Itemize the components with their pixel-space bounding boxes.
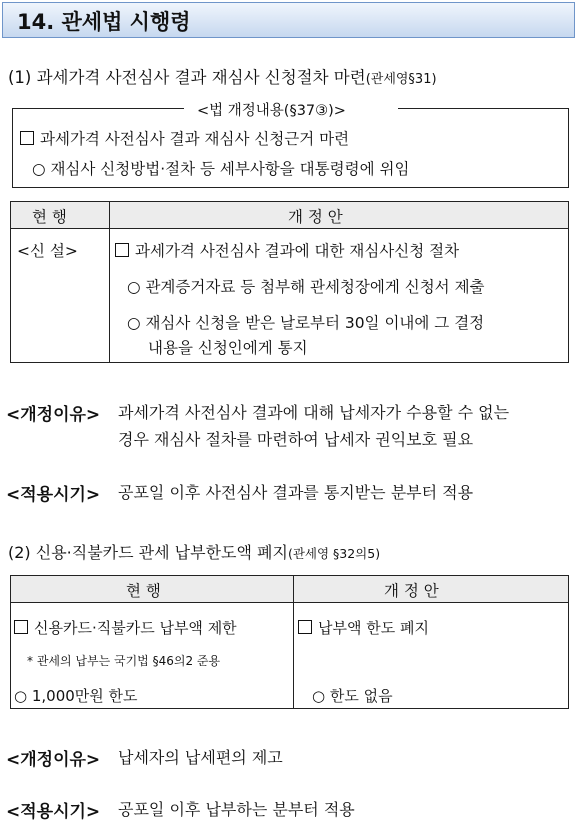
subsection-2-title-text: (2) 신용·직불카드 관세 납부한도액 폐지	[8, 543, 288, 562]
table-2-rev-line-1	[298, 617, 429, 638]
table-2-cur-line-2-text: 1,000만원 한도	[31, 687, 138, 705]
apply-2-text: 공포일 이후 납부하는 분부터 적용	[118, 800, 355, 819]
checkbox-icon	[14, 620, 28, 634]
circle-bullet-icon: ○	[312, 687, 330, 705]
checkbox-icon	[298, 620, 312, 634]
law-line-2-text: 재심사 신청방법·절차 등 세부사항을 대통령령에 위임	[50, 160, 410, 178]
law-box-top-left	[12, 108, 184, 109]
reason-1-line-2: 경우 재심사 절차를 마련하여 납세자 권익보호 필요	[118, 430, 474, 449]
table-2-rev-line-1-text: 납부액 한도 폐지	[318, 619, 429, 637]
subsection-1-title-text: (1) 과세가격 사전심사 결과 재심사 신청절차 마련	[8, 68, 366, 87]
section-header	[2, 2, 575, 38]
apply-1-label: <적용시기>	[6, 485, 101, 505]
apply-1-text: 공포일 이후 사전심사 결과를 통지받는 분부터 적용	[118, 483, 474, 502]
law-change-label: <법 개정내용(§37③)>	[197, 103, 346, 119]
table-1-current-cell: <신 설>	[17, 242, 78, 260]
table-1-rev-line-2	[127, 275, 485, 297]
subsection-1-ref: (관세영§31)	[365, 72, 437, 87]
subsection-1-title	[8, 64, 437, 88]
table-1-col-revised: 개 정 안	[288, 208, 343, 226]
table-2-cur-line-1-text: 신용카드·직불카드 납부액 제한	[34, 619, 237, 637]
circle-bullet-icon: ○	[32, 160, 51, 178]
law-line-2	[32, 157, 409, 179]
circle-bullet-icon: ○	[14, 687, 32, 705]
subsection-2-ref: (관세영 §32의5)	[287, 546, 381, 561]
table-2-rev-line-2-text: 한도 없음	[329, 687, 393, 705]
table-1-rev-line-3	[127, 311, 484, 333]
table-1-rev-line-2-text: 관계증거자료 등 첨부해 관세청장에게 신청서 제출	[145, 278, 485, 296]
table-1-rev-line-1	[115, 239, 459, 261]
table-2-rev-line-2	[312, 685, 393, 706]
checkbox-icon	[115, 243, 129, 257]
table-2-cur-note: * 관세의 납부는 국기법 §46의2 준용	[27, 654, 221, 668]
checkbox-icon	[20, 131, 34, 145]
table-2-cur-line-1	[14, 617, 237, 638]
table-2-col-divider	[293, 575, 294, 709]
table-2-col-current: 현 행	[126, 582, 161, 600]
reason-2-text: 납세자의 납세편의 제고	[118, 748, 283, 767]
subsection-2-title	[8, 540, 380, 563]
reason-1-line-1: 과세가격 사전심사 결과에 대해 납세자가 수용할 수 없는	[118, 403, 510, 422]
law-line-1-text: 과세가격 사전심사 결과 재심사 신청근거 마련	[40, 130, 350, 148]
circle-bullet-icon: ○	[127, 278, 146, 296]
table-1-col-divider	[109, 201, 110, 363]
reason-1-label: <개정이유>	[6, 405, 101, 425]
table-1-rev-line-3b: 내용을 신청인에게 통지	[148, 339, 308, 357]
apply-2-label: <적용시기>	[6, 802, 101, 822]
reason-2-label: <개정이유>	[6, 750, 101, 770]
table-2-header-divider	[10, 602, 569, 603]
table-2-col-revised: 개 정 안	[384, 582, 439, 600]
table-1-header-divider	[10, 228, 569, 229]
table-1-rev-line-1-text: 과세가격 사전심사 결과에 대한 재심사신청 절차	[135, 242, 460, 260]
circle-bullet-icon: ○	[127, 314, 146, 332]
table-2-cur-line-2	[14, 685, 138, 706]
law-line-1	[20, 127, 349, 149]
law-box-top-right	[398, 108, 569, 109]
section-title: 14. 관세법 시행령	[17, 10, 191, 34]
table-1-col-current: 현 행	[32, 208, 67, 226]
table-1-rev-line-3-text: 재심사 신청을 받은 날로부터 30일 이내에 그 결정	[145, 314, 485, 332]
